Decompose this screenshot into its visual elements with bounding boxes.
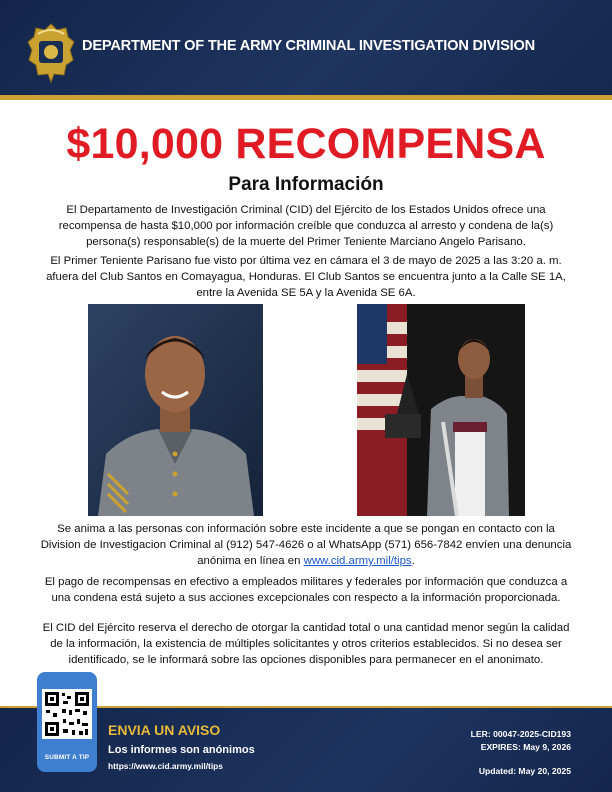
header-banner	[0, 0, 612, 97]
ler-number: LER: 00047-2025-CID193	[470, 729, 571, 739]
qr-code-icon[interactable]	[42, 689, 92, 739]
submit-tip-card[interactable]	[37, 672, 97, 772]
anonymous-note: Los informes son anónimos	[108, 744, 255, 756]
contact-text-end: .	[411, 555, 415, 567]
intro-paragraph: El Departamento de Investigación Criminal (CID) del Ejército de los Estados Unidos ofrece una recompensa de hasta $10,000 por información creíble que conduzca al arresto y condena de la(s) persona(s) responsable(s) de la muerte del Primer Teniente Marciano Angelo Parisano.	[58, 204, 554, 248]
contact-paragraph	[36, 521, 576, 569]
cid-badge-icon	[26, 22, 76, 84]
last-seen-paragraph: El Primer Teniente Parisano fue visto por última vez en cámara el 3 de mayo de 2025 a las 3:20 a. m. afuera del Club Santos en Comayagua, Honduras. El Club Santos se encuentra junto a la Calle SE 1A, entre la Avenida SE 5A y la Avenida SE 6A.	[46, 255, 566, 299]
full-uniform-photo	[357, 304, 525, 516]
rights-paragraph: El CID del Ejército reserva el derecho de otorgar la cantidad total o una cantidad menor según la calidad de la información, la existencia de múltiples solicitantes y otros criterios establecidos. Si no desea ser identificado, se le informará sobre las opciones disponibles para permanecer en el anonimato.	[42, 622, 570, 666]
header-title: DEPARTMENT OF THE ARMY CRIMINAL INVESTIGATION DIVISION	[82, 38, 535, 54]
tips-url[interactable]: https://www.cid.army.mil/tips	[108, 761, 223, 771]
tips-link[interactable]: www.cid.army.mil/tips	[303, 555, 412, 567]
portrait-photo	[88, 304, 263, 516]
submit-tip-label[interactable]: SUBMIT A TIP	[44, 754, 90, 761]
send-tip-heading: ENVIA UN AVISO	[108, 722, 221, 738]
subtitle: Para Información	[228, 174, 384, 195]
reward-title: $10,000 RECOMPENSA	[66, 120, 546, 168]
expiration-date: EXPIRES: May 9, 2026	[480, 742, 571, 752]
header-gold-stripe	[0, 95, 612, 100]
payment-paragraph: El pago de recompensas en efectivo a empleados militares y federales por información que conduzca a una condena está sujeto a sus acciones excepcionales con respecto a la información proporcionada.	[44, 576, 568, 604]
updated-date: Updated: May 20, 2025	[478, 766, 571, 776]
contact-text: Se anima a las personas con información sobre este incidente a que se pongan en contacto con la Division de Investigacion Criminal al (912) 547-4626 o al WhatsApp (571) 656-7842 envíen una denuncia anónima en línea en	[40, 523, 572, 567]
